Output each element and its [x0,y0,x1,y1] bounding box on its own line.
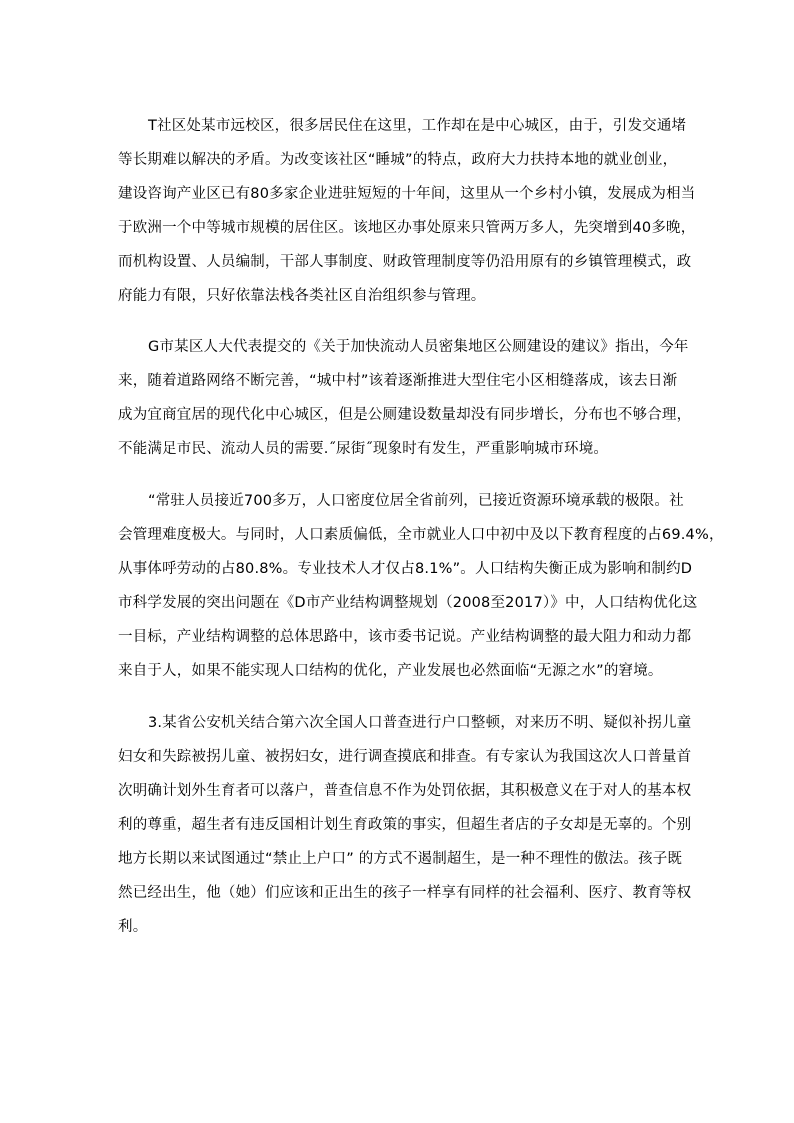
text-line: 等长期难以解决的矛盾。为改变该社区“睡城”的特点，政府大力扶持本地的就业创业， [118,152,678,168]
text-line: 地方长期以来试图通过“禁止上户口” 的方式不遏制超生，是一种不理性的傲法。孩子既 [118,851,683,867]
text-line: 来自于人，如果不能实现人口结构的优化，产业发展也必然面临“无源之水”的窘境。 [118,663,663,679]
text-line: 建设咨询产业区已有80多家企业进驻短短的十年间，这里从一个乡村小镇，发展成为相当 [118,186,696,202]
paragraph-t-community [118,109,696,313]
text-line: “常驻人员接近700多万，人口密度位居全省前列，已接近资源环境承载的极限。社 [148,493,684,509]
text-line: 利的尊重，超生者有违反国相计划生育政策的事实，但超生者店的子女却是无辜的。个别 [118,817,692,833]
text-line: 然已经出生，他（她）们应该和正出生的孩子一样享有同样的社会福利、医疗、教育等权 [118,885,692,901]
text-line: 会管理难度极大。与同时，人口素质偏低，全市就业人口中初中及以下教育程度的占69.4%， [118,527,724,543]
text-line: G市某区人大代表提交的《关于加快流动人员密集地区公厕建设的建议》指出，今年 [148,339,689,355]
text-line: 府能力有限，只好依靠法栈各类社区自治组织参与管理。 [118,288,486,304]
paragraph-g-city-toilets [118,330,692,466]
text-line: 来，随着道路网络不断完善，“城中村”该着逐渐推进大型住宅小区相缝落成，该去日渐 [118,373,678,389]
text-line: 次明确计划外生育者可以落户，普查信息不作为处罚依据，其积极意义在于对人的基本权 [118,783,692,799]
text-line: 而机构设置、人员编制，干部人事制度、财政管理制度等仍沿用原有的乡镇管理模式，政 [118,254,692,270]
text-line: 3.某省公安机关结合第六次全国人口普查进行户口整顿，对来历不明、疑似补拐儿童 [148,715,692,731]
text-line: 于欧洲一个中等城市规模的居住区。该地区办事处原来只管两万多人，先突增到40多晚， [118,220,696,236]
text-line: 利。 [118,919,148,935]
paragraph-d-city-population [118,484,724,688]
text-line: 市科学发展的突出问题在《D市产业结构调整规划（2008至2017）》中，人口结构优化这 [118,595,698,611]
text-line: 成为宜商宜居的现代化中心城区，但是公厕建设数量却没有同步增长，分布也不够合理， [118,407,692,423]
paragraph-household-registration [118,706,692,944]
text-line: 从事体呼劳动的占80.8%。专业技术人才仅占8.1%”。人口结构失衡正成为影响和制约D [118,561,693,577]
text-line: 一目标，产业结构调整的总体思路中，该市委书记说。产业结构调整的最大阻力和动力都 [118,629,692,645]
text-line: T社区处某市远校区，很多居民住在这里，工作却在是中心城区，由于，引发交通堵 [148,118,687,134]
text-line: 妇女和失踪被拐儿童、被拐妇女，进行调查摸底和排查。有专家认为我国这次人口普量首 [118,749,692,765]
text-line: 不能满足市民、流动人员的需要.˝尿街˝现象时有发生，严重影响城市环境。 [118,441,609,457]
